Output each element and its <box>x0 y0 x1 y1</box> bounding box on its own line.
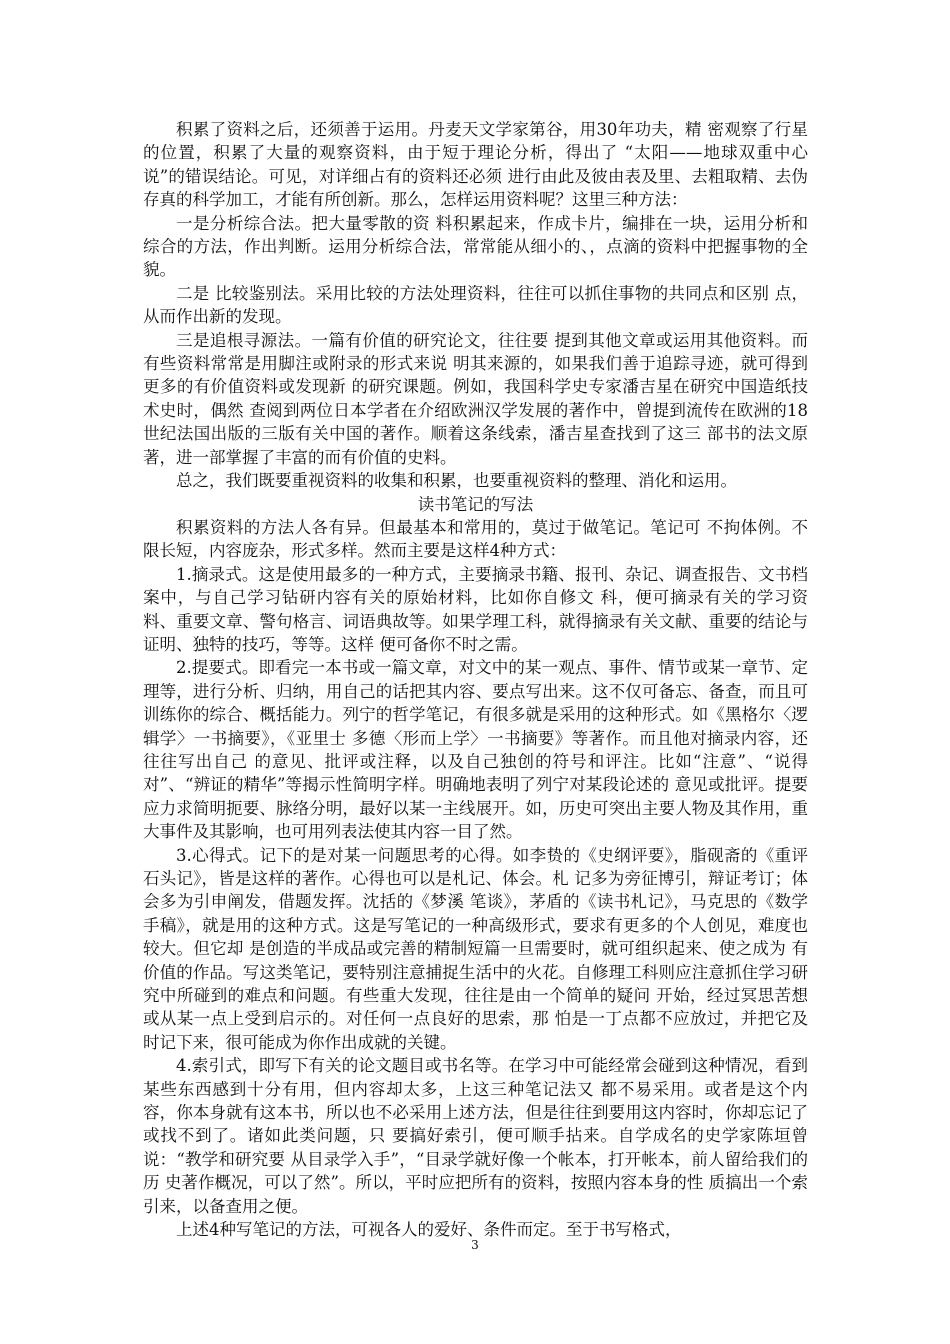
paragraph: 二是 比较鉴别法。采用比较的方法处理资料，往往可以抓住事物的共同点和区别 点，从而作出新的发现。 <box>143 283 808 327</box>
paragraph: 积累资料的方法人各有异。但最基本和常用的，莫过于做笔记。笔记可 不拘体例。不限长短，内容庞杂，形式多样。然而主要是这样4种方式： <box>143 517 808 561</box>
paragraph: 上述4种写笔记的方法，可视各人的爱好、条件而定。至于书写格式， <box>176 1220 682 1240</box>
paragraph: 2.提要式。即看完一本书或一篇文章，对文中的某一观点、事件、情节或某一章节、定理等，进行分析、归纳，用自己的话把其内容、要点写出来。这不仅可备忘、备查，而且可训练你的综合、概括能力。列宁的哲学笔记，有很多就是采用的这种形式。如《黑格尔〈逻辑学〉一书摘要》，《亚里士 多德〈形而上学〉一书摘要》等著作。而且他对摘录内容，还往往写出自己 的意见、批评或注释，以及自己独创的符号和评注。比如“注意”、“说得对”、“辨证的精华”等揭示性简明字样。明确地表明了列宁对某段论述的 意见或批评。提要应力求简明扼要、脉络分明，最好以某一主线展开。如，历史可突出主要人物及其作用，重大事件及其影响，也可用列表法使其内容一目了然。 <box>143 658 808 842</box>
paragraph: 3.心得式。记下的是对某一问题思考的心得。如李贽的《史纲评要》，脂砚斋的《重评石头记》，皆是这样的著作。心得也可以是札记、体会。札 记多为旁征博引，辩证考订；体会多为引申阐发，借题发挥。沈括的《梦溪 笔谈》，茅盾的《读书札记》，马克思的《数学手稿》，就是用的这种方式。这是写笔记的一种高级形式，要求有更多的个人创见，难度也较大。但它却 是创造的半成品或完善的精制短篇一旦需要时，就可组织起来、使之成为 有价值的作品。写这类笔记，要特别注意捕捉生活中的火花。自修理工科则应注意抓住学习研究中所碰到的难点和问题。有些重大发现，往往是由一个简单的疑问 开始，经过冥思苦想或从某一点上受到启示的。对任何一点良好的思索，那 怕是一丁点都不应放过，并把它及时记下来，很可能成为你作出成就的关键。 <box>143 845 808 1052</box>
paragraph: 总之，我们既要重视资料的收集和积累，也要重视资料的整理、消化和运用。 <box>176 471 737 491</box>
paragraph: 4.索引式，即写下有关的论文题目或书名等。在学习中可能经常会碰到这种情况，看到某些东西感到十分有用，但内容却太多，上这三种笔记法又 都不易采用。或者是这个内容，你本身就有这本书，所以也不必采用上述方法，但是往往到要用这内容时，你却忘记了或找不到了。诸如此类问题，只 要搞好索引，便可顺手拈来。自学成名的史学家陈垣曾说：“教学和研究要 从目录学入手”，“目录学就好像一个帐本，打开帐本，前人留给我们的历 史著作概况，可以了然”。所以，平时应把所有的资料，按照内容本身的性 质搞出一个索引来，以备查用之便。 <box>143 1056 808 1216</box>
page-body <box>143 118 808 1242</box>
section-heading: 读书笔记的写法 <box>417 494 534 514</box>
paragraph: 1.摘录式。这是使用最多的一种方式，主要摘录书籍、报刊、杂记、调查报告、文书档案中，与自己学习钻研内容有关的原始材料，比如你自修文 科，便可摘录有关的学习资料、重要文章、警句格言、词语典故等。如果学理工科，就得摘录有关文献、重要的结论与证明、独特的技巧，等等。这样 便可备你不时之需。 <box>143 564 808 654</box>
paragraph: 积累了资料之后，还须善于运用。丹麦天文学家第谷，用30年功夫，精 密观察了行星的位置，积累了大量的观察资料，由于短于理论分析，得出了 “太阳——地球双重中心说”的错误结论。可见，对详细占有的资料还必须 进行由此及彼由表及里、去粗取精、去伪存真的科学加工，才能有所创新。那么，怎样运用资料呢？这里三种方法： <box>143 120 808 210</box>
page-number: 3 <box>471 1238 479 1252</box>
paragraph: 三是追根寻源法。一篇有价值的研究论文，往往要 提到其他文章或运用其他资料。而有些资料常常是用脚注或附录的形式来说 明其来源的，如果我们善于追踪寻迹，就可得到更多的有价值资料或发现新 的研究课题。例如，我国科学史专家潘吉星在研究中国造纸技术史时，偶然 查阅到两位日本学者在介绍欧洲汉学发展的著作中，曾提到流传在欧洲的18 世纪法国出版的三版有关中国的著作。顺着这条线索，潘吉星查找到了这三 部书的法文原著，进一部掌握了丰富的而有价值的史料。 <box>143 330 808 467</box>
paragraph: 一是分析综合法。把大量零散的资 料积累起来，作成卡片，编排在一块，运用分析和综合的方法，作出判断。运用分析综合法，常常能从细小的、，点滴的资料中把握事物的全貌。 <box>143 213 808 280</box>
